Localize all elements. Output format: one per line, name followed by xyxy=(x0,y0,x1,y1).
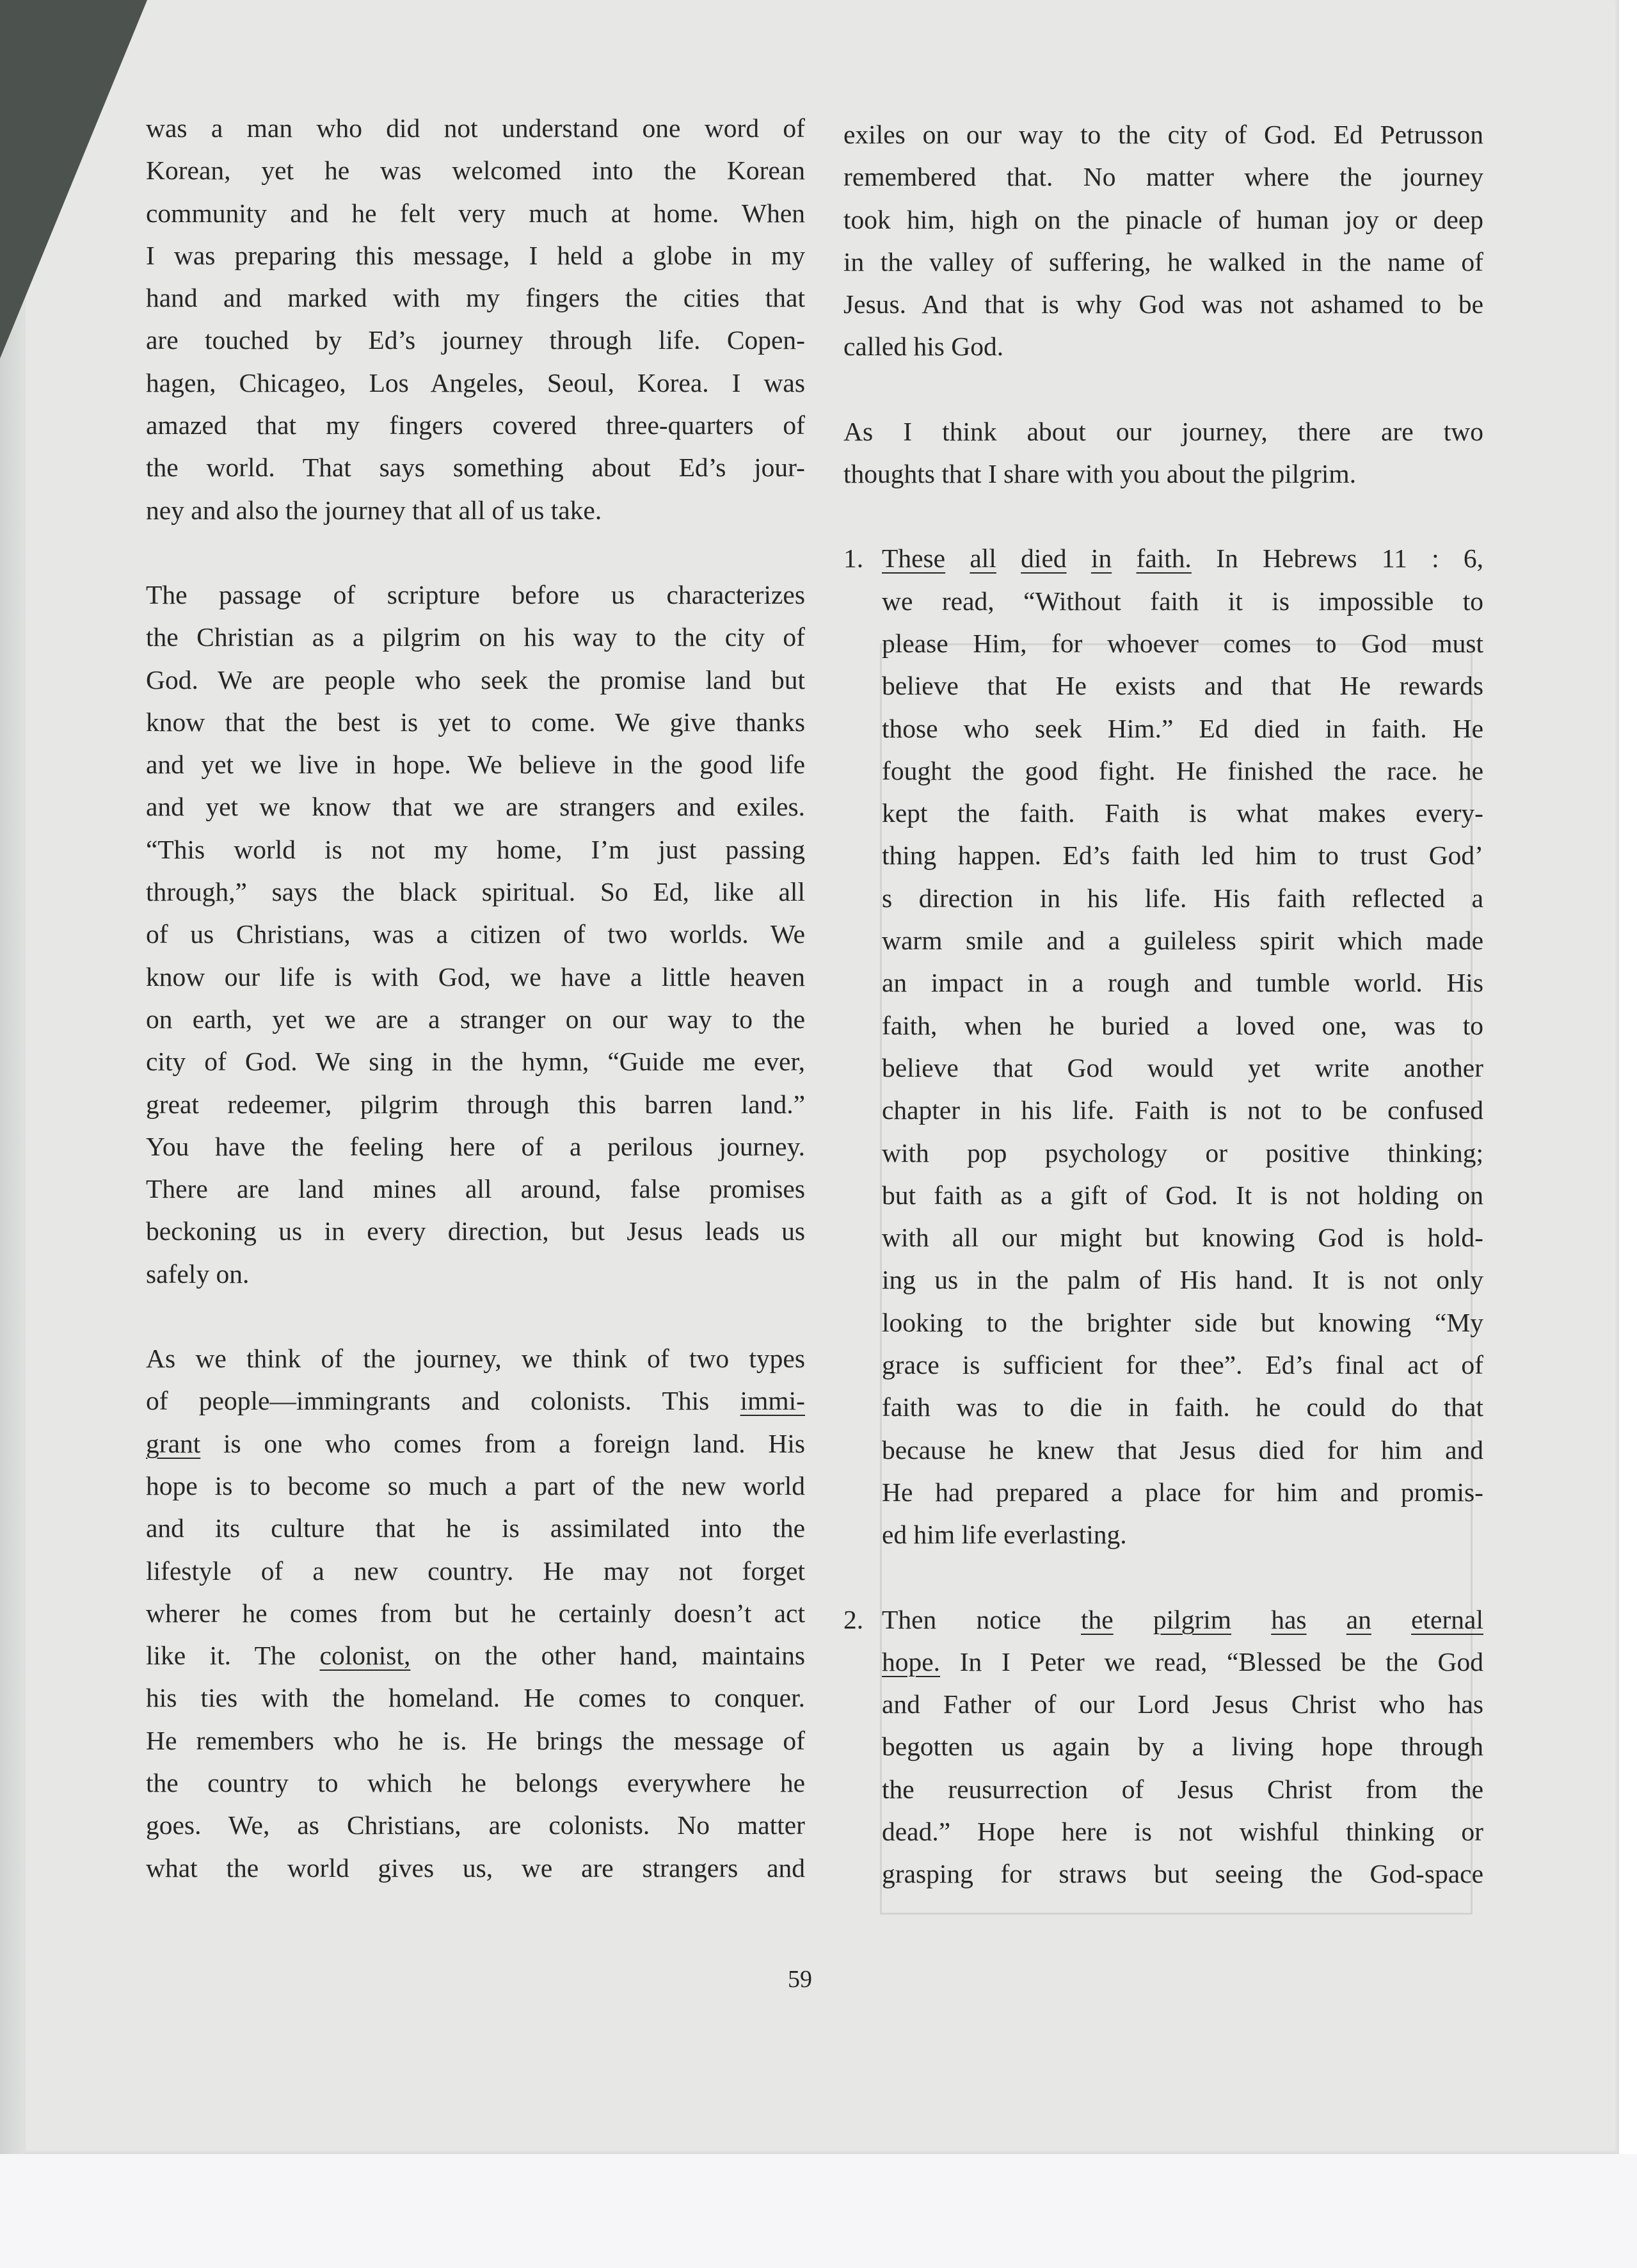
underlined-term-immigrant-cont: grant xyxy=(146,1428,201,1458)
text-line: kept the faith. Faith is what makes every- xyxy=(882,798,1483,828)
text-line xyxy=(146,1634,805,1677)
text-line: He remembers who he is. He brings the message of xyxy=(146,1725,805,1755)
paragraph-two-thoughts xyxy=(843,410,1483,495)
text-line: grasping for straws but seeing the God-space xyxy=(882,1859,1483,1889)
text-line: in the valley of suffering, he walked in the name of xyxy=(843,246,1483,277)
underlined-heading-word: These xyxy=(882,543,946,574)
text-line: on earth, yet we are a stranger on our way to the xyxy=(146,1004,805,1034)
paragraph-gap xyxy=(146,531,805,574)
text-line: faith was to die in faith. he could do that xyxy=(882,1392,1483,1422)
text-line: faith, when he buried a loved one, was to xyxy=(882,1010,1483,1040)
text-line: hope is to become so much a part of the new world xyxy=(146,1470,805,1500)
text-line: city of God. We sing in the hymn, “Guide me ever, xyxy=(146,1047,805,1077)
text-run: In I Peter we read, “Blessed be the God xyxy=(940,1646,1483,1677)
text-line: Jesus. And that is why God was not ashamed to be xyxy=(843,289,1483,319)
list-item-hope xyxy=(843,1598,1483,1895)
paragraph-colonists xyxy=(146,1337,805,1889)
text-line: ney and also the journey that all of us take. xyxy=(146,495,602,525)
text-line: God. We are people who seek the promise land but xyxy=(146,664,805,695)
text-line: I was preparing this message, I held a globe in my xyxy=(146,240,805,270)
text-line: the Christian as a pilgrim on his way to the city of xyxy=(146,622,805,652)
underlined-heading-word: died xyxy=(1021,543,1067,574)
text-line: community and he felt very much at home. When xyxy=(146,198,805,228)
underlined-heading-word: all xyxy=(970,543,996,574)
paragraph-gap xyxy=(843,495,1483,537)
text-line: was a man who did not understand one word of xyxy=(146,113,805,143)
text-line: the world. That says something about Ed’s jour- xyxy=(146,453,805,483)
text-run: like it. The xyxy=(146,1641,320,1671)
text-line: dead.” Hope here is not wishful thinking or xyxy=(882,1816,1483,1846)
text-line: the country to which he belongs everywhere he xyxy=(146,1767,805,1798)
text-line: and Father of our Lord Jesus Christ who has xyxy=(882,1689,1483,1719)
text-run: In Hebrews 11 : 6, xyxy=(1191,543,1484,574)
underlined-term-immigrant: immi- xyxy=(740,1386,805,1416)
text-run: is one who comes from a foreign land. His xyxy=(200,1428,805,1458)
underlined-term-colonist: colonist, xyxy=(319,1641,411,1671)
text-line xyxy=(882,1641,1483,1683)
text-line: fought the good fight. He finished the race. he xyxy=(882,755,1483,785)
text-line: great redeemer, pilgrim through this barren land.” xyxy=(146,1089,805,1119)
list-number: 2. xyxy=(843,1604,864,1634)
text-line: goes. We, as Christians, are colonists. No matter xyxy=(146,1810,805,1840)
text-line: As I think about our journey, there are two xyxy=(843,416,1483,446)
text-line: called his God. xyxy=(843,332,1004,362)
text-line xyxy=(882,1598,1483,1641)
text-line: thing happen. Ed’s faith led him to trust God’ xyxy=(882,840,1483,871)
paragraph-journey xyxy=(146,107,805,531)
text-line: and its culture that he is assimilated into the xyxy=(146,1513,805,1543)
text-line: ed him life everlasting. xyxy=(882,1520,1127,1550)
text-line: wherer he comes from but he certainly doesn’t act xyxy=(146,1598,805,1628)
underlined-heading-word: eternal xyxy=(1411,1604,1483,1634)
paragraph-gap xyxy=(843,368,1483,410)
text-line: ing us in the palm of His hand. It is not only xyxy=(882,1265,1483,1295)
text-line: an impact in a rough and tumble world. His xyxy=(882,968,1483,998)
text-line: amazed that my fingers covered three-quarters of xyxy=(146,410,805,440)
text-line: Korean, yet he was welcomed into the Korean xyxy=(146,156,805,186)
underlined-heading-word: hope. xyxy=(882,1646,941,1677)
text-line: know our life is with God, we have a little heaven xyxy=(146,961,805,992)
text-line: You have the feeling here of a perilous journey. xyxy=(146,1131,805,1161)
text-line: grace is sufficient for thee”. Ed’s final act of xyxy=(882,1350,1483,1380)
paragraph-gap xyxy=(843,1556,1483,1598)
text-run: Then notice xyxy=(882,1604,1082,1634)
paragraph-gap xyxy=(146,1295,805,1337)
text-line: hagen, Chicageo, Los Angeles, Seoul, Korea. I was xyxy=(146,367,805,398)
text-line: are touched by Ed’s journey through life. Copen- xyxy=(146,325,805,355)
text-line: took him, high on the pinacle of human joy or deep xyxy=(843,204,1483,234)
text-line: believe that God would yet write another xyxy=(882,1052,1483,1082)
text-line: the reusurrection of Jesus Christ from the xyxy=(882,1774,1483,1804)
text-line xyxy=(146,1379,805,1422)
list-number: 1. xyxy=(843,543,864,574)
text-line: those who seek Him.” Ed died in faith. He xyxy=(882,713,1483,743)
text-line: There are land mines all around, false promises xyxy=(146,1174,805,1204)
text-line: of us Christians, was a citizen of two worlds. We xyxy=(146,919,805,949)
text-line: with pop psychology or positive thinking; xyxy=(882,1138,1483,1168)
text-line: believe that He exists and that He rewards xyxy=(882,671,1483,701)
text-line: s direction in his life. His faith reflected a xyxy=(882,883,1483,913)
text-line: He had prepared a place for him and promis- xyxy=(882,1477,1483,1507)
text-line: his ties with the homeland. He comes to conquer. xyxy=(146,1683,805,1713)
text-line xyxy=(882,537,1483,579)
text-line: know that the best is yet to come. We give thanks xyxy=(146,707,805,737)
list-item-faith xyxy=(843,537,1483,1556)
underlined-heading-word: pilgrim xyxy=(1153,1604,1232,1634)
underlined-heading-word: an xyxy=(1346,1604,1371,1634)
text-line: because he knew that Jesus died for him and xyxy=(882,1435,1483,1465)
text-line: lifestyle of a new country. He may not forget xyxy=(146,1556,805,1586)
text-line: As we think of the journey, we think of two types xyxy=(146,1344,805,1374)
text-line: and yet we live in hope. We believe in the good life xyxy=(146,750,805,780)
paragraph-exiles xyxy=(843,113,1483,368)
text-line: beckoning us in every direction, but Jesus leads us xyxy=(146,1216,805,1246)
text-line: please Him, for whoever comes to God must xyxy=(882,628,1483,658)
text-line: and yet we know that we are strangers and exiles. xyxy=(146,792,805,822)
text-line: looking to the brighter side but knowing “My xyxy=(882,1307,1483,1337)
text-line: we read, “Without faith it is impossible to xyxy=(882,586,1483,616)
text-line: remembered that. No matter where the journey xyxy=(843,162,1483,192)
text-line xyxy=(146,1422,805,1465)
text-line: “This world is not my home, I’m just passing xyxy=(146,834,805,864)
text-line: hand and marked with my fingers the cities that xyxy=(146,283,805,313)
underlined-heading-word: has xyxy=(1271,1604,1307,1634)
text-line: with all our might but knowing God is hold- xyxy=(882,1223,1483,1253)
underlined-heading-word: in xyxy=(1090,543,1112,574)
underlined-heading-word: the xyxy=(1081,1604,1114,1634)
underlined-heading-word: faith. xyxy=(1136,543,1192,574)
text-line: but faith as a gift of God. It is not holding on xyxy=(882,1180,1483,1210)
text-line: begotten us again by a living hope through xyxy=(882,1732,1483,1762)
paragraph-pilgrim xyxy=(146,574,805,1295)
text-line: chapter in his life. Faith is not to be confused xyxy=(882,1095,1483,1125)
text-run: on the other hand, maintains xyxy=(410,1641,806,1671)
scan-shadow xyxy=(0,0,147,358)
page-number: 59 xyxy=(788,1966,812,1993)
text-line: warm smile and a guileless spirit which made xyxy=(882,926,1483,956)
text-run: of people—immingrants and colonists. This xyxy=(146,1386,740,1416)
right-column xyxy=(843,113,1483,1895)
text-line: The passage of scripture before us characterizes xyxy=(146,579,805,609)
text-line: what the world gives us, we are strangers and xyxy=(146,1853,805,1883)
text-line: through,” says the black spiritual. So Ed, like all xyxy=(146,877,805,907)
left-column xyxy=(146,107,805,1889)
text-line: exiles on our way to the city of God. Ed Petrusson xyxy=(843,120,1483,149)
text-line: safely on. xyxy=(146,1259,250,1289)
text-line: thoughts that I share with you about the pilgrim. xyxy=(843,459,1357,489)
scan-bottom-margin xyxy=(0,2154,1637,2268)
